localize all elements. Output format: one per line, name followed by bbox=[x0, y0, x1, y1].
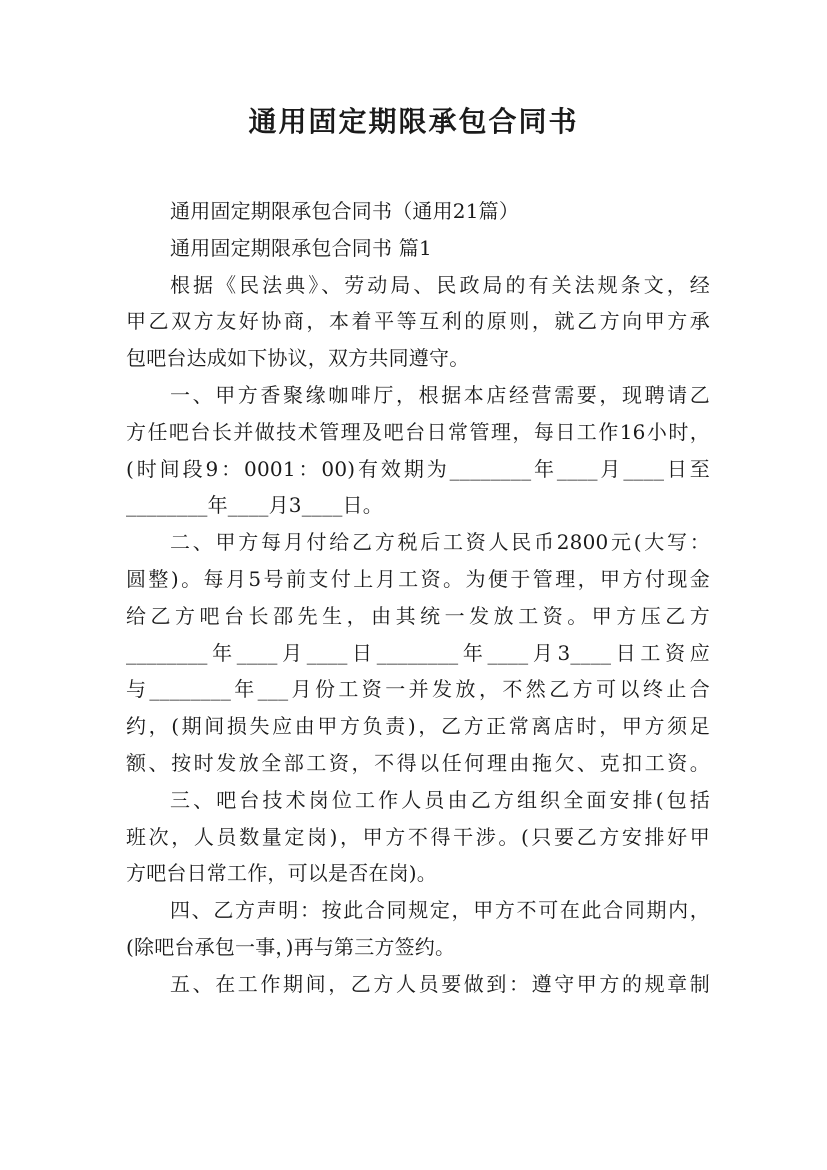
paragraph-line: 方吧台日常工作，可以是否在岗)。 bbox=[126, 861, 438, 886]
document-body bbox=[126, 193, 710, 1003]
paragraph-line: 圆整)。每月5号前支付上月工资。为便于管理，甲方付现金 bbox=[126, 566, 710, 591]
paragraph-line: 额、按时发放全部工资，不得以任何理由拖欠、克扣工资。 bbox=[126, 750, 710, 775]
paragraph-line: ________年____月____日________年____月3____日工资应 bbox=[126, 640, 710, 665]
document-title: 通用固定期限承包合同书 bbox=[248, 105, 579, 138]
paragraph-line: 方任吧台长并做技术管理及吧台日常管理，每日工作16小时， bbox=[126, 419, 710, 444]
paragraph-line: 与________年___月份工资一并发放，不然乙方可以终止合 bbox=[126, 677, 710, 702]
paragraph-line: ________年____月3____日。 bbox=[126, 493, 383, 518]
paragraph-line: 包吧台达成如下协议，双方共同遵守。 bbox=[126, 346, 470, 371]
paragraph-line: 三、吧台技术岗位工作人员由乙方组织全面安排(包括 bbox=[170, 787, 710, 812]
paragraph-line: (除吧台承包一事，)再与第三方签约。 bbox=[126, 934, 456, 959]
subtitle-line: 通用固定期限承包合同书（通用21篇） bbox=[170, 199, 520, 223]
paragraph-line: 根据《民法典》、劳动局、民政局的有关法规条文，经 bbox=[170, 272, 710, 297]
paragraph-line: 班次，人员数量定岗)，甲方不得干涉。(只要乙方安排好甲 bbox=[126, 824, 710, 849]
paragraph-line: 一、甲方香聚缘咖啡厅，根据本店经营需要，现聘请乙 bbox=[170, 382, 710, 407]
paragraph-line: 约，(期间损失应由甲方负责)，乙方正常离店时，甲方须足 bbox=[126, 714, 710, 739]
paragraph-line: 给乙方吧台长邵先生，由其统一发放工资。甲方压乙方 bbox=[126, 603, 710, 628]
paragraph-line: 甲乙双方友好协商，本着平等互利的原则，就乙方向甲方承 bbox=[126, 309, 710, 334]
section-heading: 通用固定期限承包合同书 篇1 bbox=[170, 235, 432, 260]
paragraph-line: 四、乙方声明：按此合同规定，甲方不可在此合同期内， bbox=[170, 898, 710, 923]
paragraph-line: 二、甲方每月付给乙方税后工资人民币2800元(大写： bbox=[170, 530, 710, 555]
paragraph-line: (时间段9：0001：00)有效期为________年____月____日至 bbox=[126, 456, 710, 481]
paragraph-line: 五、在工作期间，乙方人员要做到：遵守甲方的规章制 bbox=[170, 971, 710, 996]
